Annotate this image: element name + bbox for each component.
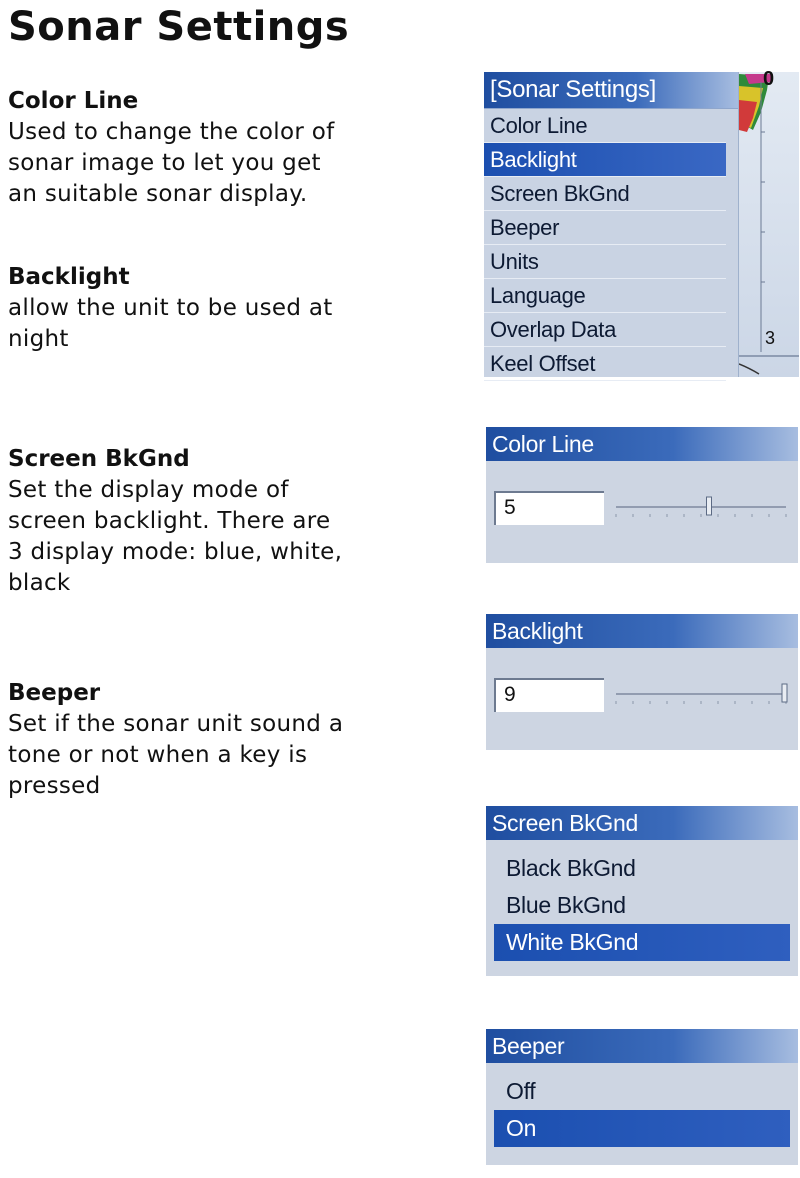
menu-list: [484, 109, 738, 381]
option-white-bkgnd[interactable]: White BkGnd: [494, 924, 790, 961]
menu-title: [Sonar Settings]: [484, 72, 738, 109]
menu-item-color-line[interactable]: Color Line: [484, 109, 726, 143]
section-text-line: night: [8, 326, 69, 352]
depth-scale-top: 0: [763, 68, 775, 90]
sonar-display-strip: [738, 68, 799, 377]
slider-handle: [707, 497, 712, 515]
color-line-title: Color Line: [486, 427, 798, 461]
menu-item-backlight[interactable]: Backlight: [484, 143, 726, 177]
section-heading: Beeper: [8, 680, 101, 706]
backlight-value-field[interactable]: 9: [494, 678, 604, 712]
section-heading: Color Line: [8, 88, 139, 114]
section-text-line: black: [8, 570, 71, 596]
screen-bkgnd-panel: [486, 806, 798, 976]
page-title: Sonar Settings: [8, 4, 350, 50]
option-off[interactable]: Off: [506, 1078, 536, 1104]
backlight-slider[interactable]: [614, 682, 790, 712]
color-line-slider[interactable]: [614, 495, 790, 525]
screen-bkgnd-title: Screen BkGnd: [486, 806, 798, 840]
option-blue-bkgnd[interactable]: Blue BkGnd: [506, 892, 626, 918]
menu-item-beeper[interactable]: Beeper: [484, 211, 726, 245]
menu-item-keel-offset[interactable]: Keel Offset: [484, 347, 726, 381]
section-text-line: Used to change the color of: [8, 119, 335, 145]
beeper-options: [486, 1063, 798, 1157]
menu-item-units[interactable]: Units: [484, 245, 726, 279]
color-line-value-field[interactable]: 5: [494, 491, 604, 525]
section-text-line: tone or not when a key is: [8, 742, 308, 768]
screen-bkgnd-options: [486, 840, 798, 971]
sonar-settings-menu-panel: [484, 68, 798, 377]
section-backlight: [8, 262, 428, 355]
beeper-panel: [486, 1029, 798, 1165]
section-text-line: sonar image to let you get: [8, 150, 321, 176]
menu-item-overlap-data[interactable]: Overlap Data: [484, 313, 726, 347]
section-heading: Backlight: [8, 264, 130, 290]
section-text-line: pressed: [8, 773, 101, 799]
settings-menu: [484, 72, 738, 377]
option-black-bkgnd[interactable]: Black BkGnd: [506, 855, 636, 881]
menu-item-screen-bkgnd[interactable]: Screen BkGnd: [484, 177, 726, 211]
menu-item-language[interactable]: Language: [484, 279, 726, 313]
section-text-line: Set the display mode of: [8, 477, 289, 503]
section-color-line: [8, 86, 428, 210]
depth-scale-bottom: 3: [765, 328, 776, 348]
backlight-panel: [486, 614, 798, 750]
section-text-line: Set if the sonar unit sound a: [8, 711, 344, 737]
section-text-line: an suitable sonar display.: [8, 181, 308, 207]
beeper-title: Beeper: [486, 1029, 798, 1063]
section-screen-bkgnd: [8, 444, 428, 599]
section-text-line: 3 display mode: blue, white,: [8, 539, 343, 565]
option-on[interactable]: On: [494, 1110, 790, 1147]
section-beeper: [8, 678, 428, 802]
section-text-line: screen backlight. There are: [8, 508, 331, 534]
section-text-line: allow the unit to be used at: [8, 295, 333, 321]
color-line-panel: [486, 427, 798, 563]
slider-handle: [782, 684, 787, 702]
section-heading: Screen BkGnd: [8, 446, 190, 472]
backlight-title: Backlight: [486, 614, 798, 648]
